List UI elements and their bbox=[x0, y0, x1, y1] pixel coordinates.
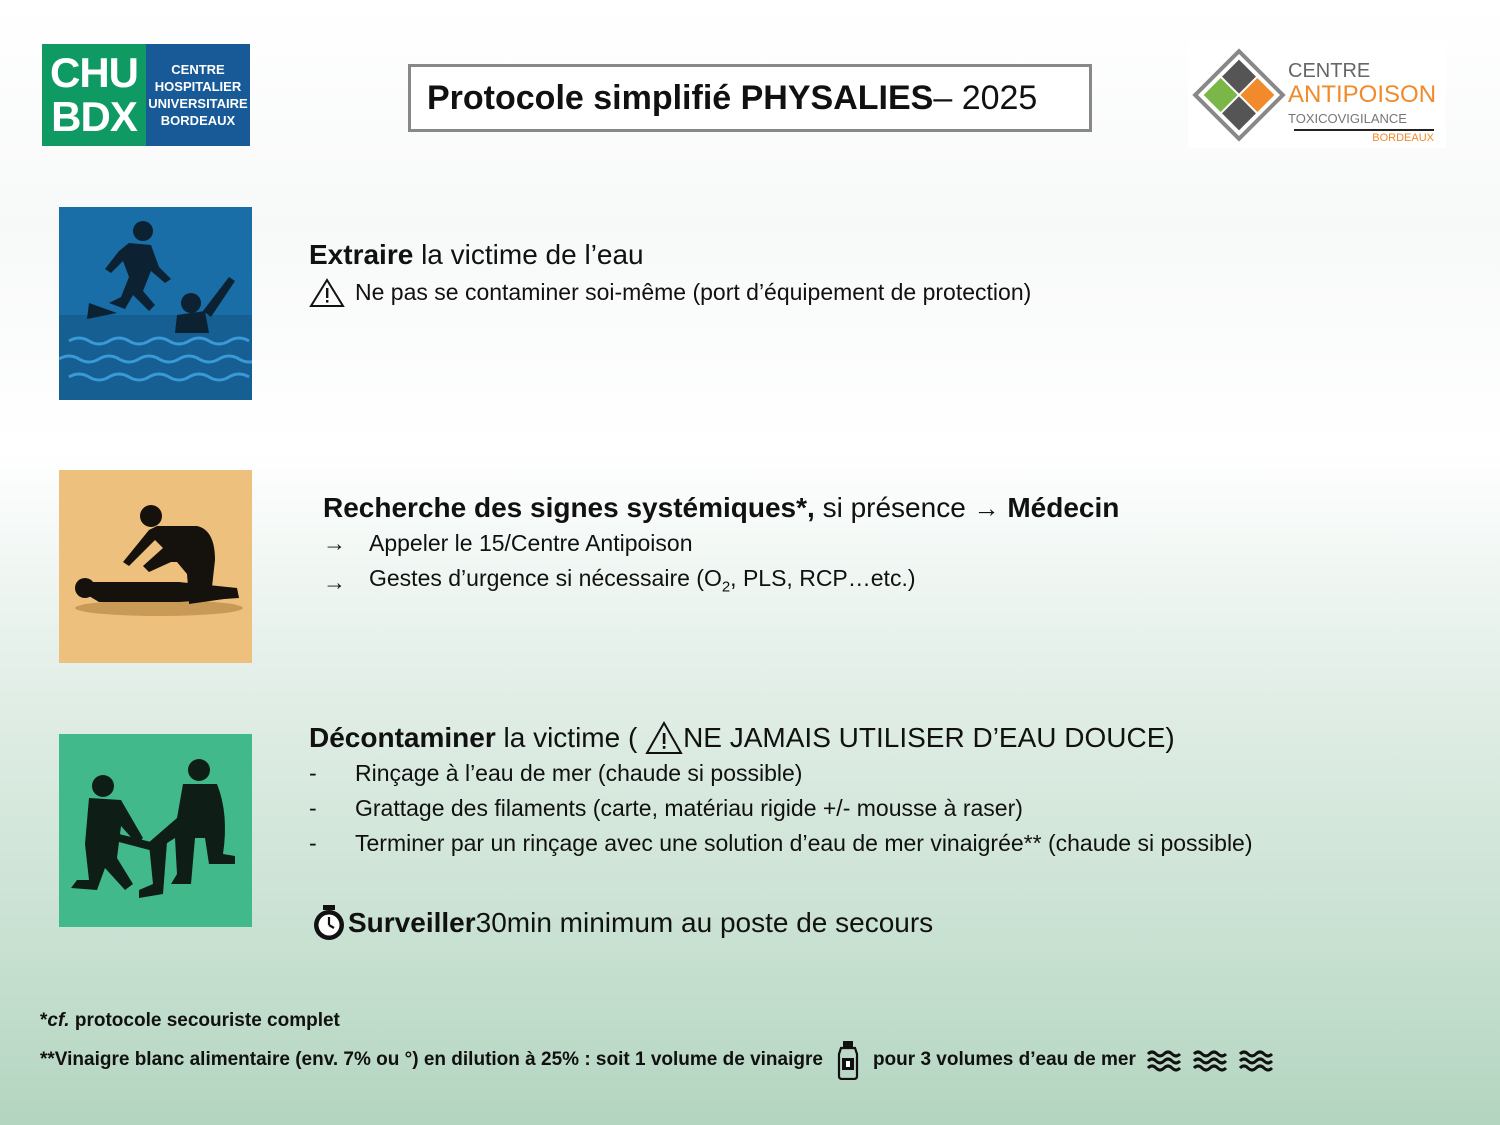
cap-line4: BORDEAUX bbox=[1294, 129, 1434, 144]
decontaminate-warning: NE JAMAIS UTILISER D’EAU DOUCE) bbox=[683, 722, 1175, 753]
decontamination-icon bbox=[59, 734, 252, 927]
arrow-right-icon: → bbox=[973, 493, 1000, 523]
footnote-cf: cf. bbox=[47, 1010, 70, 1031]
stopwatch-icon bbox=[310, 904, 348, 942]
dash-bullet: - bbox=[309, 830, 317, 856]
water-waves-icon bbox=[1238, 1048, 1276, 1072]
chu-logo-left bbox=[42, 44, 146, 146]
extract-rest: la victime de l’eau bbox=[413, 239, 644, 270]
footnote-2-text-b: pour 3 volumes d’eau de mer bbox=[872, 1049, 1136, 1070]
item2-post: , PLS, RCP…etc.) bbox=[730, 565, 916, 591]
footnote-2-text-a: **Vinaigre blanc alimentaire (env. 7% ou °) en dilution à 25% : soit 1 volume de vinaigre bbox=[40, 1049, 823, 1070]
item2-pre: Gestes d’urgence si nécessaire (O bbox=[369, 565, 722, 591]
chu-logo bbox=[42, 44, 250, 146]
warning-line bbox=[309, 275, 1031, 310]
chu-right-line: BORDEAUX bbox=[160, 113, 236, 128]
water-waves-group bbox=[1146, 1048, 1276, 1072]
footnote-1-text: protocole secouriste complet bbox=[69, 1010, 340, 1031]
title-bold: Protocole simplifié PHYSALIES bbox=[427, 78, 934, 117]
vinegar-bottle-icon bbox=[833, 1040, 863, 1080]
item2-sub: 2 bbox=[721, 578, 731, 596]
systemic-item bbox=[323, 526, 1119, 561]
warning-icon bbox=[309, 278, 345, 308]
arrow-right-icon: → bbox=[323, 530, 346, 556]
decontaminate-bold: Décontaminer bbox=[309, 722, 496, 753]
chu-right-line: CENTRE bbox=[171, 62, 225, 77]
decontaminate-item bbox=[309, 756, 1459, 791]
section-systemic bbox=[323, 490, 1119, 605]
water-waves-icon bbox=[1146, 1048, 1184, 1072]
cap-line2: ANTIPOISON bbox=[1288, 81, 1437, 108]
page-title bbox=[408, 64, 1092, 132]
section-decontaminate bbox=[309, 720, 1459, 861]
monitor-line bbox=[310, 904, 933, 942]
section-decontaminate-heading bbox=[309, 720, 1459, 756]
decontaminate-item-text: Rinçage à l’eau de mer (chaude si possible) bbox=[355, 760, 803, 786]
decontaminate-item bbox=[309, 826, 1459, 861]
footnotes bbox=[40, 1002, 1480, 1080]
arrow-right-icon: → bbox=[323, 569, 346, 596]
chu-logo-right bbox=[146, 44, 250, 146]
antipoison-logo bbox=[1188, 42, 1446, 148]
monitor-rest: 30min minimum au poste de secours bbox=[475, 907, 934, 938]
decontamination-image bbox=[59, 734, 252, 927]
systemic-target: Médecin bbox=[1007, 492, 1120, 523]
title-year: – 2025 bbox=[933, 78, 1038, 117]
chu-text-2: BDX bbox=[51, 93, 137, 140]
systemic-item-text: Appeler le 15/Centre Antipoison bbox=[369, 530, 693, 556]
monitor-bold: Surveiller bbox=[348, 907, 476, 938]
extract-bold: Extraire bbox=[309, 239, 414, 270]
section-extract bbox=[309, 237, 1031, 310]
cap-line1: CENTRE bbox=[1288, 60, 1371, 82]
chu-right-line: UNIVERSITAIRE bbox=[148, 96, 248, 111]
systemic-rest: si présence bbox=[814, 492, 974, 523]
section-extract-heading bbox=[309, 237, 1031, 273]
chu-right-line: HOSPITALIER bbox=[154, 79, 242, 94]
antipoison-diamond-icon bbox=[1192, 48, 1286, 142]
dash-bullet: - bbox=[309, 795, 317, 821]
decontaminate-item-text: Grattage des filaments (carte, matériau rigide +/- mousse à raser) bbox=[355, 795, 1023, 821]
chu-text-1: CHU bbox=[50, 49, 138, 96]
cap-line3: TOXICOVIGILANCE bbox=[1288, 111, 1407, 126]
systemic-item-text bbox=[369, 561, 916, 605]
section-systemic-heading bbox=[323, 490, 1119, 526]
footnote-star: * bbox=[40, 1010, 48, 1031]
cpr-image bbox=[59, 470, 252, 663]
warning-text: Ne pas se contaminer soi-même (port d’équipement de protection) bbox=[355, 279, 1032, 305]
warning-icon bbox=[645, 721, 683, 755]
footnote-2 bbox=[40, 1040, 1480, 1080]
water-waves-icon bbox=[1192, 1048, 1230, 1072]
antipoison-text bbox=[1288, 60, 1436, 144]
systemic-item bbox=[323, 561, 1119, 605]
rescue-water-image bbox=[59, 207, 252, 400]
cpr-icon bbox=[59, 470, 252, 663]
systemic-bold: Recherche des signes systémiques*, bbox=[323, 492, 815, 523]
decontaminate-item bbox=[309, 791, 1459, 826]
rescue-water-icon bbox=[59, 207, 252, 400]
decontaminate-rest: la victime ( bbox=[495, 722, 646, 753]
dash-bullet: - bbox=[309, 760, 317, 786]
decontaminate-item-text: Terminer par un rinçage avec une solution d’eau de mer vinaigrée** (chaude si possible) bbox=[355, 830, 1253, 856]
footnote-1 bbox=[40, 1002, 1480, 1040]
